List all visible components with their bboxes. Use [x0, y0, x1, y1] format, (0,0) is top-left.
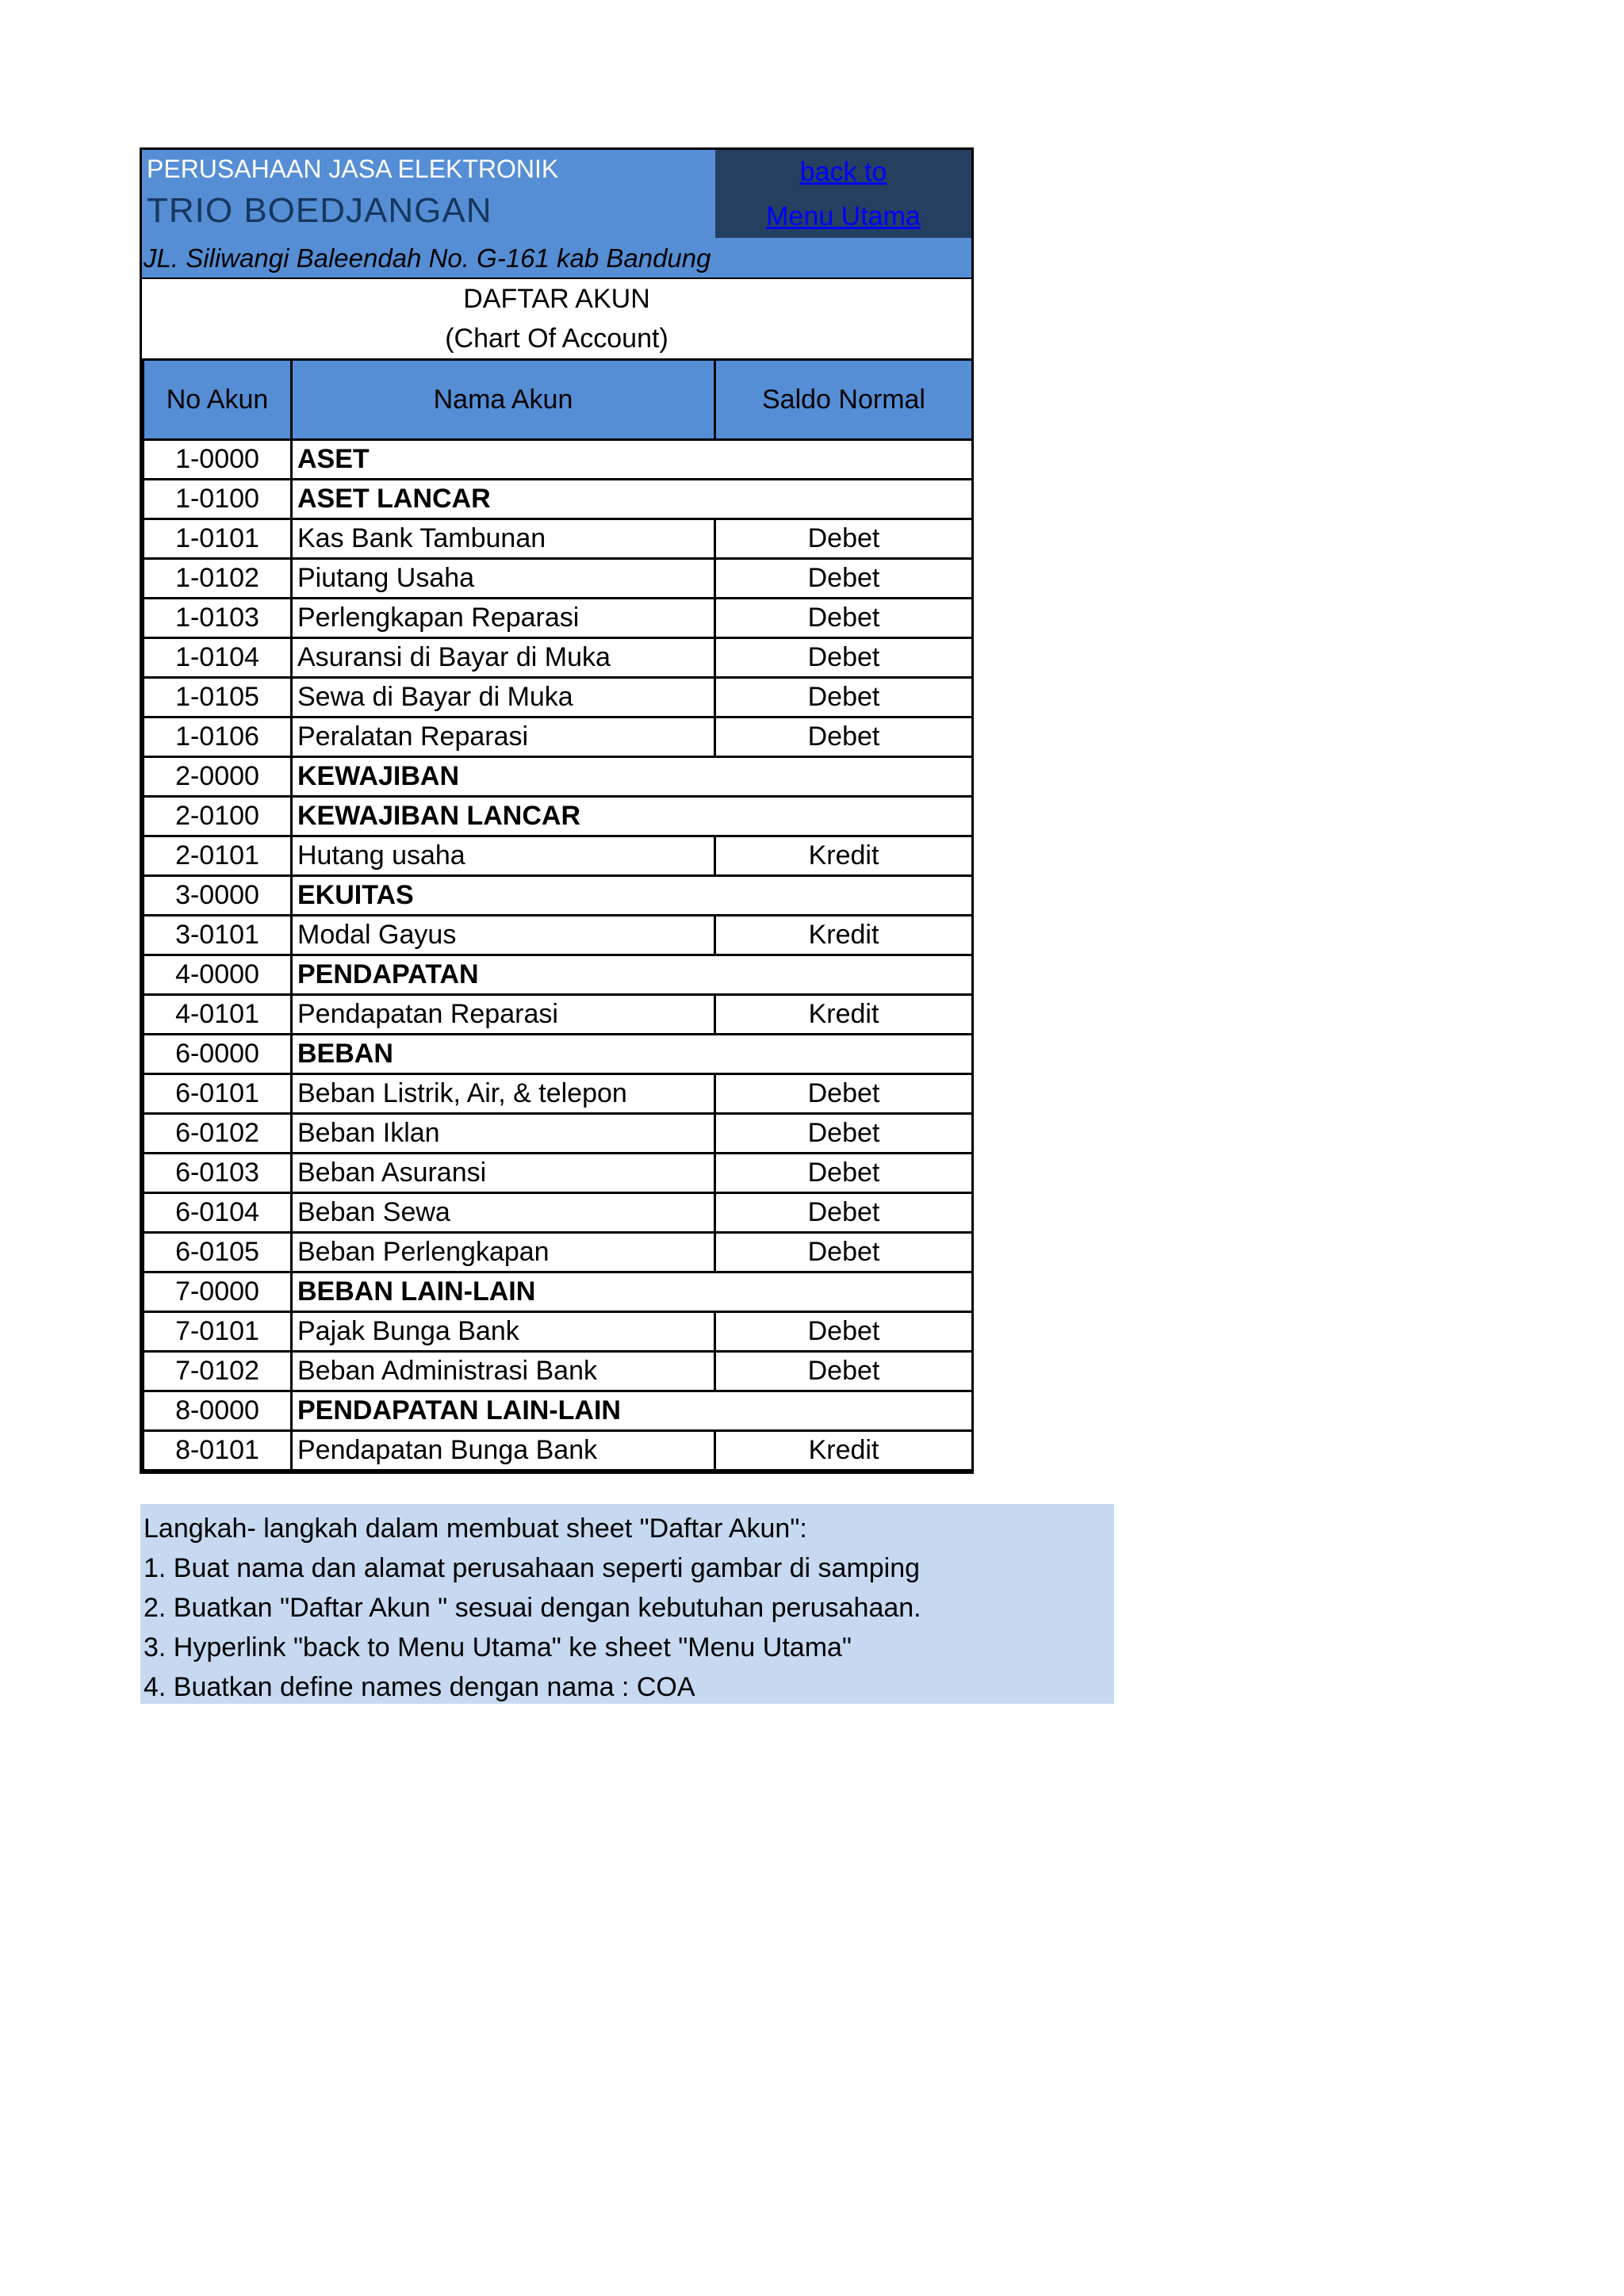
- account-number: 6-0101: [144, 1074, 292, 1114]
- note-line: 1. Buat nama dan alamat perusahaan seperti gambar di samping: [144, 1553, 921, 1583]
- account-group-name: ASET: [292, 440, 973, 480]
- account-number: 1-0104: [144, 638, 292, 678]
- account-name: Pajak Bunga Bank: [292, 1312, 715, 1352]
- saldo-normal: Kredit: [715, 995, 973, 1035]
- saldo-normal: Debet: [715, 1193, 973, 1233]
- account-number: 6-0102: [144, 1114, 292, 1154]
- table-row: [144, 836, 973, 876]
- account-group-name: BEBAN LAIN-LAIN: [292, 1272, 973, 1312]
- account-number: 1-0102: [144, 559, 292, 599]
- account-name: Beban Sewa: [292, 1193, 715, 1233]
- saldo-normal: Debet: [715, 519, 973, 559]
- table-row: [144, 1233, 973, 1272]
- company-name: TRIO BOEDJANGAN: [147, 191, 492, 230]
- back-to-menu-link-line1[interactable]: back to: [799, 157, 887, 187]
- saldo-normal: Debet: [715, 1352, 973, 1391]
- account-group-name: PENDAPATAN LAIN-LAIN: [292, 1391, 973, 1431]
- account-name: Beban Administrasi Bank: [292, 1352, 715, 1391]
- account-number: 6-0000: [144, 1035, 292, 1074]
- saldo-normal: Debet: [715, 1233, 973, 1272]
- account-number: 1-0103: [144, 599, 292, 638]
- saldo-normal: Debet: [715, 1154, 973, 1193]
- account-number: 3-0101: [144, 916, 292, 955]
- table-row: [144, 718, 973, 757]
- account-number: 6-0104: [144, 1193, 292, 1233]
- account-number: 1-0106: [144, 718, 292, 757]
- back-to-menu-link-line2[interactable]: Menu Utama: [766, 201, 921, 232]
- saldo-normal: Debet: [715, 1312, 973, 1352]
- account-group-name: BEBAN: [292, 1035, 973, 1074]
- table-row: [144, 1193, 973, 1233]
- account-name: Beban Iklan: [292, 1114, 715, 1154]
- title-line2: (Chart Of Account): [445, 323, 668, 354]
- table-row: [144, 876, 973, 916]
- note-line: 3. Hyperlink "back to Menu Utama" ke sheet "Menu Utama": [144, 1632, 852, 1663]
- account-name: Beban Asuransi: [292, 1154, 715, 1193]
- table-row: [144, 599, 973, 638]
- note-line: 4. Buatkan define names dengan nama : COA: [144, 1672, 695, 1702]
- table-row: [144, 440, 973, 480]
- table-row: [144, 1114, 973, 1154]
- account-number: 8-0000: [144, 1391, 292, 1431]
- document-title: [142, 277, 971, 358]
- account-name: Modal Gayus: [292, 916, 715, 955]
- account-number: 7-0101: [144, 1312, 292, 1352]
- table-row: [144, 1431, 973, 1471]
- account-group-name: KEWAJIBAN: [292, 757, 973, 797]
- table-row: [144, 916, 973, 955]
- account-number: 1-0000: [144, 440, 292, 480]
- account-name: Piutang Usaha: [292, 559, 715, 599]
- table-row: [144, 1272, 973, 1312]
- company-type: PERUSAHAAN JASA ELEKTRONIK: [147, 155, 559, 183]
- account-group-name: ASET LANCAR: [292, 480, 973, 519]
- chart-of-accounts-sheet: [140, 147, 974, 1474]
- saldo-normal: Debet: [715, 599, 973, 638]
- account-number: 2-0100: [144, 797, 292, 836]
- table-header-row: [144, 360, 973, 440]
- back-to-menu-box: [715, 150, 971, 238]
- account-number: 6-0103: [144, 1154, 292, 1193]
- saldo-normal: Kredit: [715, 916, 973, 955]
- note-line: Langkah- langkah dalam membuat sheet "Daftar Akun":: [144, 1513, 807, 1544]
- table-row: [144, 1074, 973, 1114]
- saldo-normal: Debet: [715, 1114, 973, 1154]
- account-name: Perlengkapan Reparasi: [292, 599, 715, 638]
- table-row: [144, 955, 973, 995]
- title-line1: DAFTAR AKUN: [463, 284, 650, 314]
- account-name: Pendapatan Reparasi: [292, 995, 715, 1035]
- account-number: 7-0102: [144, 1352, 292, 1391]
- accounts-table: [142, 358, 974, 1471]
- account-number: 3-0000: [144, 876, 292, 916]
- table-row: [144, 1391, 973, 1431]
- account-group-name: EKUITAS: [292, 876, 973, 916]
- account-name: Sewa di Bayar di Muka: [292, 678, 715, 718]
- saldo-normal: Debet: [715, 559, 973, 599]
- account-number: 2-0000: [144, 757, 292, 797]
- account-number: 1-0105: [144, 678, 292, 718]
- account-rows: [144, 440, 973, 1471]
- account-name: Hutang usaha: [292, 836, 715, 876]
- account-name: Beban Perlengkapan: [292, 1233, 715, 1272]
- table-row: [144, 1035, 973, 1074]
- account-number: 6-0105: [144, 1233, 292, 1272]
- account-number: 8-0101: [144, 1431, 292, 1471]
- table-row: [144, 638, 973, 678]
- table-row: [144, 519, 973, 559]
- company-address: JL. Siliwangi Baleendah No. G-161 kab Bandung: [144, 243, 711, 273]
- account-name: Beban Listrik, Air, & telepon: [292, 1074, 715, 1114]
- table-row: [144, 559, 973, 599]
- table-row: [144, 678, 973, 718]
- table-row: [144, 797, 973, 836]
- note-line: 2. Buatkan "Daftar Akun " sesuai dengan kebutuhan perusahaan.: [144, 1593, 921, 1623]
- account-group-name: PENDAPATAN: [292, 955, 973, 995]
- saldo-normal: Kredit: [715, 1431, 973, 1471]
- table-row: [144, 1312, 973, 1352]
- saldo-normal: Debet: [715, 718, 973, 757]
- instructions-note: [140, 1504, 1114, 1704]
- account-name: Pendapatan Bunga Bank: [292, 1431, 715, 1471]
- saldo-normal: Debet: [715, 678, 973, 718]
- account-number: 1-0100: [144, 480, 292, 519]
- column-header-no-akun: No Akun: [144, 360, 292, 440]
- column-header-nama-akun: Nama Akun: [292, 360, 715, 440]
- column-header-saldo-normal: Saldo Normal: [715, 360, 973, 440]
- account-group-name: KEWAJIBAN LANCAR: [292, 797, 973, 836]
- account-name: Peralatan Reparasi: [292, 718, 715, 757]
- saldo-normal: Debet: [715, 1074, 973, 1114]
- account-name: Asuransi di Bayar di Muka: [292, 638, 715, 678]
- table-row: [144, 1154, 973, 1193]
- table-row: [144, 480, 973, 519]
- saldo-normal: Debet: [715, 638, 973, 678]
- account-number: 2-0101: [144, 836, 292, 876]
- saldo-normal: Kredit: [715, 836, 973, 876]
- table-row: [144, 757, 973, 797]
- company-header: [142, 150, 971, 277]
- account-name: Kas Bank Tambunan: [292, 519, 715, 559]
- account-number: 4-0101: [144, 995, 292, 1035]
- table-row: [144, 995, 973, 1035]
- account-number: 7-0000: [144, 1272, 292, 1312]
- table-row: [144, 1352, 973, 1391]
- account-number: 4-0000: [144, 955, 292, 995]
- account-number: 1-0101: [144, 519, 292, 559]
